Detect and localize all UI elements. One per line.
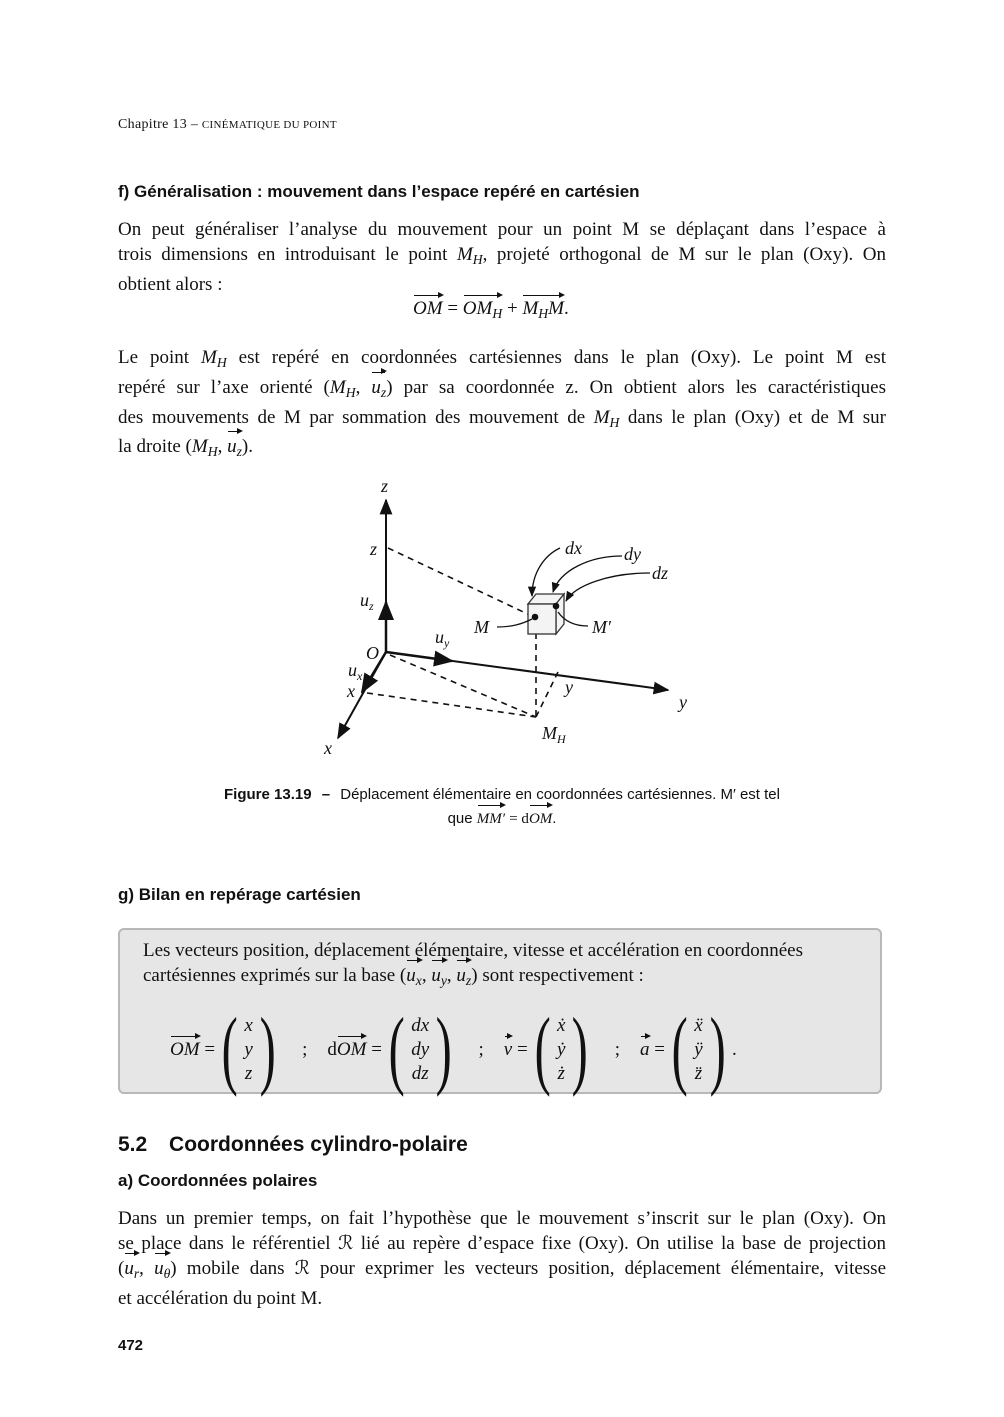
p2-line-4b: ). xyxy=(241,436,253,458)
caption-line-2: que MM′ = dOM. xyxy=(118,808,886,830)
p1-line-1: On peut généraliser l’analyse du mouvement pour un point M se déplaçant dans l’espace à xyxy=(118,219,886,240)
dz-leader xyxy=(566,573,650,601)
chapter-title: CINÉMATIQUE DU POINT xyxy=(201,119,337,131)
dom-dy: dy xyxy=(411,1039,430,1060)
label-ux: $u_x$ xyxy=(348,660,363,683)
polar-paragraph xyxy=(118,1206,886,1311)
eq1-plus: + xyxy=(506,298,518,319)
p1-line-2: trois dimensions en introduisant le point $M_H$, projeté orthogonal de M sur le plan (Oxy). On xyxy=(118,244,887,267)
a-x: ẍ xyxy=(694,1015,703,1036)
caption-label: Figure 13.19 xyxy=(224,786,312,803)
p1-line-3: obtient alors : xyxy=(118,273,223,295)
M-leader xyxy=(497,619,532,627)
polar-coordinates-heading: a) Coordonnées polaires xyxy=(118,1171,318,1190)
om-matrix: ( x y z ) xyxy=(221,1001,276,1098)
v-z: ż xyxy=(557,1063,565,1084)
p2-line-1b: est repéré en coordonnées cartésiennes dans le plan (Oxy). Le point M est xyxy=(226,347,886,368)
label-uy: $u_y$ xyxy=(435,627,450,650)
box-line-2a: cartésiennes exprimés sur la base ( xyxy=(143,965,407,986)
chapter-prefix: Chapitre 13 xyxy=(118,117,188,132)
label-uz: $u_z$ xyxy=(360,590,374,613)
a-matrix: ( ẍ ÿ z̈ ) xyxy=(671,1001,726,1098)
p2-line-2: repéré sur l’axe orienté ($M_H$, $u_z$) par sa coordonnée z. On obtient alors les caractéristiques xyxy=(118,375,886,405)
sep-3: ; xyxy=(614,1039,620,1060)
caption-line-2-end: . xyxy=(552,810,557,827)
dom-dz: dz xyxy=(411,1063,429,1084)
label-x-axis: x xyxy=(324,738,332,758)
equation-om-decomposition: OM = $OM_H + M_HM$. xyxy=(413,298,569,321)
dom-vector-label: OM xyxy=(336,1039,367,1060)
v-x: ẋ xyxy=(556,1015,566,1036)
section-f-heading: f) Généralisation : mouvement dans l’espace repéré en cartésien xyxy=(118,182,640,201)
p2-line-3b: dans le plan (Oxy) et de M sur xyxy=(619,406,887,428)
dx-leader xyxy=(532,548,560,596)
summary-box xyxy=(118,928,882,1098)
caption-line-2-prefix: que xyxy=(447,810,473,827)
v-eq: = xyxy=(516,1039,528,1060)
p2-line-4a: la droite ( xyxy=(118,436,192,458)
label-z-coord: z xyxy=(370,539,378,559)
label-y-axis: y xyxy=(679,692,687,712)
dy-leader xyxy=(553,556,622,592)
label-M: M xyxy=(474,617,489,637)
label-x-coord: x xyxy=(347,681,355,701)
polar-line-3: ($u_r$, $u_\theta$) mobile dans ℛ pour exprimer les vecteurs position, déplacement élémentaire, vitesse xyxy=(118,1256,886,1286)
a-eq: = xyxy=(654,1039,665,1060)
box-line-2b: ) sont respectivement : xyxy=(471,965,644,986)
label-M-prime: M′ xyxy=(592,617,611,637)
dash-y-to-MH xyxy=(536,672,558,717)
matrices-end: . xyxy=(732,1039,737,1060)
sep-1: ; xyxy=(302,1039,308,1060)
figure-caption xyxy=(118,784,886,830)
polar-line-1: Dans un premier temps, on fait l’hypothèse que le mouvement s’inscrit sur le plan (Oxy). On xyxy=(118,1208,886,1229)
label-dy: dy xyxy=(624,544,641,564)
summary-matrices xyxy=(170,1001,737,1098)
dash-z-to-M xyxy=(388,548,534,617)
p1-line-2b: , projeté orthogonal de M sur le plan (Oxy). On xyxy=(482,244,887,265)
om-x: x xyxy=(244,1015,253,1036)
p2-line-1: Le point $M_H$ est repéré en coordonnées cartésiennes dans le plan (Oxy). Le point M est xyxy=(118,347,886,370)
polar-line-2: se place dans le référentiel ℛ lié au repère d’espace fixe (Oxy). On utilise la base de projection xyxy=(118,1233,886,1254)
d-operator: d xyxy=(327,1039,337,1060)
section-g-heading: g) Bilan en repérage cartésien xyxy=(118,885,361,904)
p2-line-3: des mouvements de M par sommation des mouvement de $M_H$ dans le plan (Oxy) et de M sur xyxy=(118,406,887,430)
label-z-axis: z xyxy=(381,476,389,496)
summary-box-text xyxy=(143,938,863,993)
eq1-end: . xyxy=(563,298,569,319)
p2-line-2a: repéré sur l’axe orienté ( xyxy=(118,376,330,398)
elementary-cube xyxy=(528,594,564,634)
dom-eq: = xyxy=(371,1039,382,1060)
box-line-2: cartésiennes exprimés sur la base ($u_x$, $u_y$, $u_z$) sont respectivement : xyxy=(143,963,863,993)
section-5-2-heading xyxy=(118,1133,468,1157)
label-y-coord: y xyxy=(565,677,573,697)
p2-line-3a: des mouvements de M par sommation des mouvement de xyxy=(118,406,594,428)
eq1-equals: = xyxy=(447,298,459,319)
a-vector-label: a xyxy=(640,1039,650,1060)
a-y: ÿ xyxy=(694,1039,703,1060)
caption-dash: – xyxy=(321,786,331,803)
section-5-2-title: Coordonnées cylindro-polaire xyxy=(169,1133,468,1156)
point-M-prime xyxy=(553,603,560,610)
box-line-1: Les vecteurs position, déplacement élémentaire, vitesse et accélération en coordonnées xyxy=(143,940,803,961)
v-vector-label: v xyxy=(503,1039,513,1060)
dash-O-to-MH xyxy=(390,655,536,717)
p2-line-1a: Le point xyxy=(118,347,202,368)
caption-line-2-eq: = d xyxy=(509,811,529,827)
label-MH: $M_H$ xyxy=(542,723,566,746)
section-5-2-number: 5.2 xyxy=(118,1133,148,1156)
point-M xyxy=(532,614,539,621)
dom-dx: dx xyxy=(411,1015,430,1036)
om-eq: = xyxy=(204,1039,216,1060)
p2-line-4: la droite ($M_H$, $u_z$). xyxy=(118,434,886,464)
a-z: z̈ xyxy=(694,1063,703,1084)
polar-line-4: et accélération du point M. xyxy=(118,1287,323,1309)
om-z: z xyxy=(244,1063,253,1084)
v-matrix: ( ẋ ẏ ż ) xyxy=(534,1001,589,1098)
label-dx: dx xyxy=(565,538,582,558)
caption-text: Déplacement élémentaire en coordonnées cartésiennes. M′ est tel xyxy=(340,786,780,803)
chapter-separator: – xyxy=(187,117,202,132)
page-number: 472 xyxy=(118,1337,144,1354)
p2-line-2b: ) par sa coordonnée z. On obtient alors les caractéristiques xyxy=(386,376,886,398)
polar-line-3b: ) mobile dans ℛ pour exprimer les vecteurs position, déplacement élémentaire, vitesse xyxy=(170,1258,887,1279)
label-origin: O xyxy=(366,643,379,663)
label-dz: dz xyxy=(652,563,669,583)
v-y: ẏ xyxy=(556,1039,566,1060)
uy-vector xyxy=(386,652,452,661)
p1-line-2a: trois dimensions en introduisant le point xyxy=(118,244,457,265)
om-vector-label: OM xyxy=(170,1039,200,1060)
dom-matrix: ( dx dy dz ) xyxy=(388,1001,452,1098)
sep-2: ; xyxy=(478,1039,484,1060)
om-y: y xyxy=(244,1039,253,1060)
dash-x-to-MH xyxy=(367,693,536,717)
